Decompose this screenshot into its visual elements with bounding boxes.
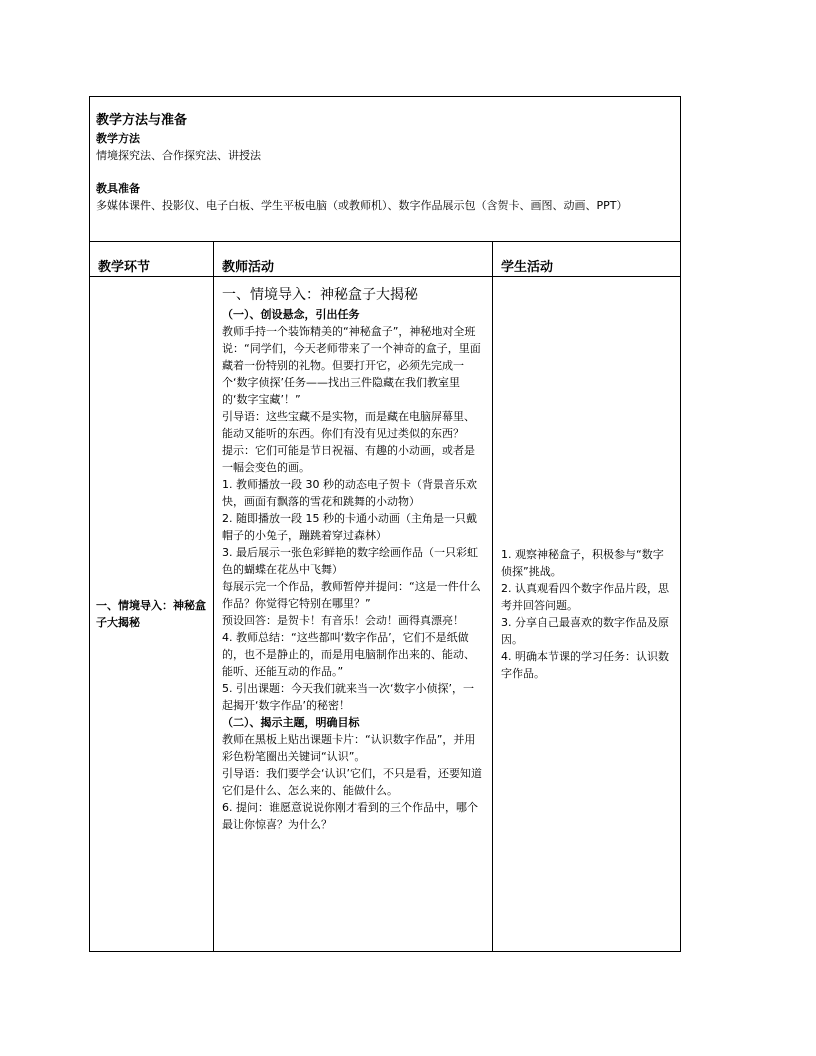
teacher-activity-paragraph: 3. 最后展示一张色彩鲜艳的数字绘画作品（一只彩虹色的蝴蝶在花丛中飞舞） xyxy=(222,546,478,576)
student-activity-cell xyxy=(493,277,681,952)
teacher-activity-paragraph: 5. 引出课题：今天我们就来当一次‘数字小侦探’，一起揭开‘数字作品’的秘密！ xyxy=(222,682,474,712)
column-header-teacher xyxy=(214,242,493,277)
teacher-activity-paragraph: 提示：它们可能是节日祝福、有趣的小动画，或者是一幅会变色的画。 xyxy=(222,444,475,474)
lesson-plan-page xyxy=(89,96,680,952)
teacher-activity-paragraph: 每展示完一个作品，教师暂停并提问：“这是一件什么作品？你觉得它特别在哪里？” xyxy=(222,580,481,610)
spacer xyxy=(96,164,674,180)
teacher-activity-paragraph: 教师在黑板上贴出课题卡片：“认识数字作品”，并用彩色粉笔圈出关键词“认识”。 xyxy=(222,733,476,763)
teacher-activity-paragraph: 6. 提问：谁愿意说说你刚才看到的三个作品中，哪个最让你惊喜？为什么？ xyxy=(222,801,478,831)
tools-label: 教具准备 xyxy=(96,182,140,195)
student-activity-item: 3. 分享自己最喜欢的数字作品及原因。 xyxy=(501,616,669,646)
student-header: 学生活动 xyxy=(501,260,554,275)
section-title: 教学方法与准备 xyxy=(96,113,188,128)
teacher-activity-paragraph: 引导语：这些宝藏不是实物，而是藏在电脑屏幕里、能动又能听的东西。你们有没有见过类似的东西？ xyxy=(222,410,475,440)
teacher-activity-subheading: （二）、揭示主题，明确目标 xyxy=(222,716,360,729)
student-activity-item: 1. 观察神秘盒子，积极参与“数字侦探”挑战。 xyxy=(501,548,664,578)
teacher-activity-subheading: （一）、创设悬念，引出任务 xyxy=(222,308,360,321)
teacher-activity-title: 一、情境导入：神秘盒子大揭秘 xyxy=(222,287,418,303)
teacher-activity-cell xyxy=(214,277,493,952)
stage-cell xyxy=(90,277,214,952)
teacher-activity-paragraph: 引导语：我们要学会‘认识’它们，不只是看，还要知道它们是什么、怎么来的、能做什么。 xyxy=(222,767,482,797)
activity-row xyxy=(90,277,681,952)
student-activity-item: 4. 明确本节课的学习任务：认识数字作品。 xyxy=(501,650,669,680)
column-header-row xyxy=(90,242,681,277)
teacher-header: 教师活动 xyxy=(222,260,275,275)
methods-text: 情境探究法、合作探究法、讲授法 xyxy=(96,149,261,162)
teacher-activity-paragraph: 1. 教师播放一段 30 秒的动态电子贺卡（背景音乐欢快，画面有飘落的雪花和跳舞的小动物） xyxy=(222,478,477,508)
student-activity-list xyxy=(501,546,672,682)
column-header-stage xyxy=(90,242,214,277)
teacher-activity-paragraph: 预设回答：是贺卡！有音乐！会动！画得真漂亮！ xyxy=(222,614,464,627)
stage-header: 教学环节 xyxy=(98,260,151,275)
methods-block xyxy=(90,126,680,216)
methods-prep-row xyxy=(90,97,681,242)
lesson-plan-table xyxy=(89,96,681,952)
teacher-activity-paragraph: 2. 随即播放一段 15 秒的卡通小动画（主角是一只戴帽子的小兔子，蹦跳着穿过森林） xyxy=(222,512,477,542)
methods-label: 教学方法 xyxy=(96,132,140,145)
teacher-activity-paragraph: 教师手持一个装饰精美的“神秘盒子”，神秘地对全班说：“同学们，今天老师带来了一个神奇的盒子，里面藏着一份特别的礼物。但要打开它，必须先完成一个‘数字侦探’任务——找出三件隐藏在我们教室里的‘数字宝藏’！” xyxy=(222,325,481,406)
teacher-activity-paragraph: 4. 教师总结：“这些都叫‘数字作品’，它们不是纸做的，也不是静止的，而是用电脑制作出来的、能动、能听、还能互动的作品。” xyxy=(222,631,475,678)
teacher-activity-lines xyxy=(222,306,484,833)
tools-text: 多媒体课件、投影仪、电子白板、学生平板电脑（或教师机）、数字作品展示包（含贺卡、画图、动画、PPT） xyxy=(96,199,628,212)
stage-name: 一、情境导入：神秘盒子大揭秘 xyxy=(96,599,206,629)
methods-prep-cell xyxy=(90,97,681,242)
column-header-student xyxy=(493,242,681,277)
student-activity-item: 2. 认真观看四个数字作品片段，思考并回答问题。 xyxy=(501,582,669,612)
